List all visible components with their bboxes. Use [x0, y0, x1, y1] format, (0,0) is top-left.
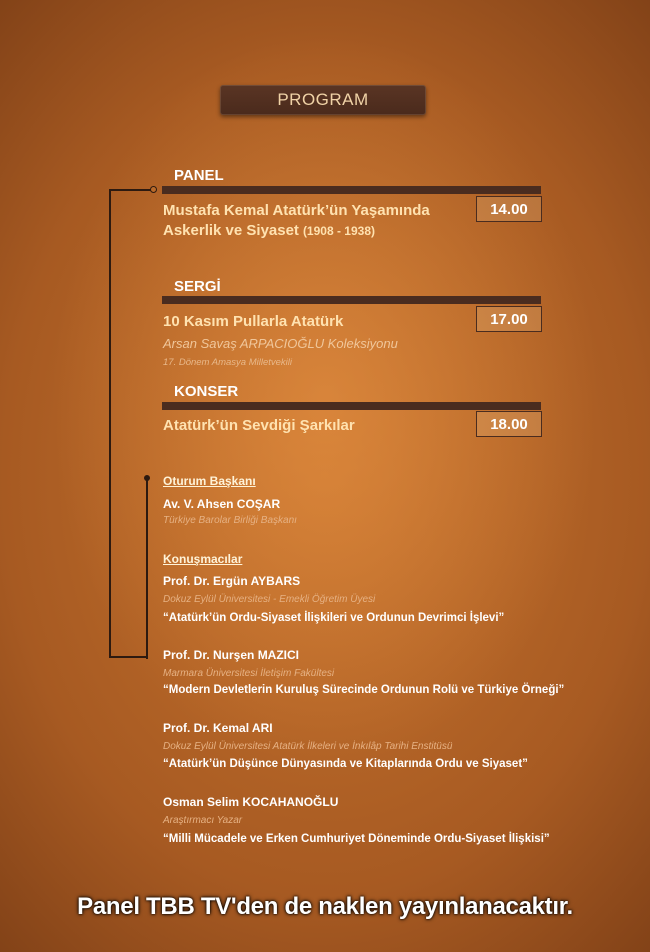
speaker-1-talk: “Atatürk’ün Ordu-Siyaset İlişkileri ve Ordunun Devrimci İşlevi”: [163, 612, 505, 624]
speaker-1-name: Prof. Dr. Ergün AYBARS: [163, 574, 301, 588]
sergi-heading: SERGİ: [174, 278, 221, 295]
panel-time: 14.00: [476, 196, 542, 222]
connector-horizontal-top: [110, 189, 152, 191]
sergi-collection: Arsan Savaş ARPACIOĞLU Koleksiyonu: [163, 336, 398, 351]
sergi-divider-bar: [162, 296, 541, 304]
speakers-label: Konuşmacılar: [163, 552, 243, 566]
panel-divider-bar: [162, 186, 541, 194]
sergi-note: 17. Dönem Amasya Milletvekili: [163, 357, 292, 368]
speaker-4-name: Osman Selim KOCAHANOĞLU: [163, 795, 339, 809]
chair-affiliation: Türkiye Barolar Birliği Başkanı: [163, 515, 297, 526]
sergi-time: 17.00: [476, 306, 542, 332]
sergi-title: 10 Kasım Pullarla Atatürk: [163, 313, 344, 330]
konser-title: Atatürk’ün Sevdiği Şarkılar: [163, 417, 355, 434]
speaker-2-name: Prof. Dr. Nurşen MAZICI: [163, 648, 300, 662]
speaker-4-affiliation: Araştırmacı Yazar: [163, 815, 243, 826]
connector-dot: [150, 186, 157, 193]
chair-label: Oturum Başkanı: [163, 474, 256, 488]
panel-title-text: Askerlik ve Siyaset: [163, 222, 299, 239]
broadcast-notice: Panel TBB TV'den de naklen yayınlanacaktır.: [77, 893, 573, 920]
speaker-2-talk: “Modern Devletlerin Kuruluş Sürecinde Ordunun Rolü ve Türkiye Örneği”: [163, 684, 565, 696]
konser-heading: KONSER: [174, 383, 239, 400]
panel-heading: PANEL: [174, 167, 224, 184]
session-vertical-line: [146, 477, 148, 659]
connector-vertical: [109, 189, 111, 657]
speaker-1-affiliation: Dokuz Eylül Üniversitesi - Emekli Öğretim Üyesi: [163, 594, 376, 605]
speaker-4-talk: “Milli Mücadele ve Erken Cumhuriyet Döneminde Ordu-Siyaset İlişkisi”: [163, 833, 550, 845]
panel-years: (1908 - 1938): [302, 224, 375, 238]
program-badge: PROGRAM: [220, 85, 426, 115]
session-dot-top: [144, 475, 150, 481]
speaker-3-affiliation: Dokuz Eylül Üniversitesi Atatürk İlkeleri ve İnkılâp Tarihi Enstitüsü: [163, 741, 453, 752]
panel-title-line1: Mustafa Kemal Atatürk’ün Yaşamında: [163, 202, 430, 219]
konser-time: 18.00: [476, 411, 542, 437]
speaker-3-name: Prof. Dr. Kemal ARI: [163, 721, 273, 735]
speaker-3-talk: “Atatürk’ün Düşünce Dünyasında ve Kitaplarında Ordu ve Siyaset”: [163, 758, 528, 770]
konser-divider-bar: [162, 402, 541, 410]
panel-title-line2: [163, 221, 375, 241]
speaker-2-affiliation: Marmara Üniversitesi İletişim Fakültesi: [163, 668, 335, 679]
chair-name: Av. V. Ahsen COŞAR: [163, 497, 281, 511]
connector-horizontal-bottom: [109, 656, 147, 658]
